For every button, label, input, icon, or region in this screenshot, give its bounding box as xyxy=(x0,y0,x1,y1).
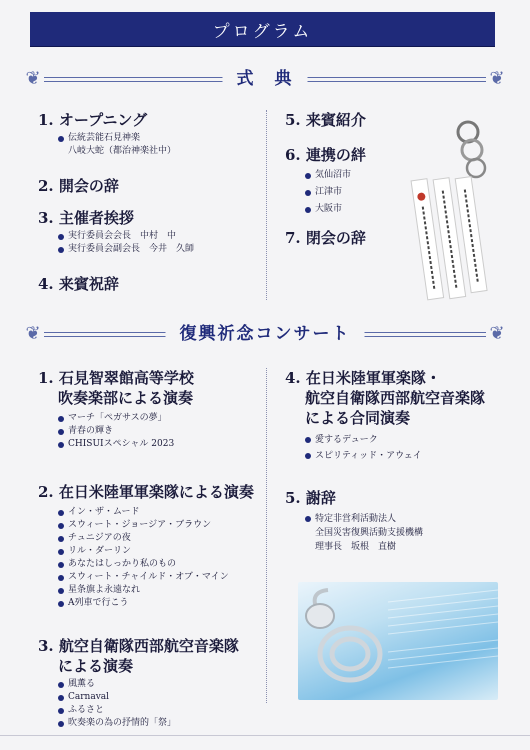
item-number: 4. xyxy=(38,275,54,293)
program-title: プログラム xyxy=(212,21,313,42)
sub-text: 全国災害復興活動支援機構 xyxy=(315,528,424,538)
flourish-left-icon: ❦ xyxy=(25,323,41,344)
concert-item-4 xyxy=(285,368,485,464)
bullet-icon xyxy=(58,562,64,568)
bullet-icon xyxy=(58,442,64,448)
item-number: 3. xyxy=(38,209,54,227)
bullet-icon xyxy=(58,575,64,581)
bullet-icon xyxy=(305,516,311,522)
sub-text: イン・ザ・ムード xyxy=(68,507,140,517)
sub-text: 星条旗よ永遠なれ xyxy=(68,585,141,595)
sub-text: 青春の輝き xyxy=(68,426,114,436)
bullet-icon xyxy=(58,721,64,727)
sub-text: 実行委員会会長 中村 中 xyxy=(68,231,177,241)
sub-text: 大阪市 xyxy=(315,204,343,214)
sub-text: 理事長 坂根 直樹 xyxy=(315,542,397,552)
flourish-right-icon: ❦ xyxy=(489,68,505,89)
ceremony-item-4 xyxy=(38,274,119,294)
sub-text: 八岐大蛇（都治神楽社中） xyxy=(68,146,177,156)
sub-text: 実行委員会副会長 今井 久師 xyxy=(68,244,195,254)
item-label-line3: による合同演奏 xyxy=(305,409,411,427)
sub-text: ふるさと xyxy=(68,705,105,715)
sub-text: マーチ「ペガサスの夢」 xyxy=(68,413,167,423)
item-label: 在日米陸軍軍楽隊・ xyxy=(305,369,441,387)
bullet-icon xyxy=(58,536,64,542)
french-horn-icon xyxy=(298,582,498,700)
bullet-icon xyxy=(58,510,64,516)
sub-text: チュニジアの夜 xyxy=(68,533,131,543)
ceremony-item-7 xyxy=(285,228,366,248)
sub-text: 吹奏楽の為の抒情的「祭」 xyxy=(68,718,177,728)
item-number: 1. xyxy=(38,111,54,129)
item-number: 3. xyxy=(38,637,54,655)
bullet-icon xyxy=(305,207,311,213)
sub-text: 特定非営利活動法人 xyxy=(315,514,397,524)
concert-item-3 xyxy=(38,636,239,730)
bullet-icon xyxy=(58,549,64,555)
sub-text: A列車で行こう xyxy=(68,598,129,608)
ceremony-title: 式 典 xyxy=(223,64,308,89)
item-number: 5. xyxy=(285,489,301,507)
flourish-left-icon: ❦ xyxy=(25,68,41,89)
ceremony-item-5 xyxy=(285,110,366,130)
item-label: 航空自衛隊西部航空音楽隊 xyxy=(58,637,239,655)
item-label: 閉会の辞 xyxy=(305,229,366,247)
bullet-icon xyxy=(58,601,64,607)
bullet-icon xyxy=(305,437,311,443)
sub-text: 愛するデューク xyxy=(315,435,378,445)
bullet-icon xyxy=(305,453,311,459)
concert-section-header xyxy=(20,317,510,351)
sub-text: スウィート・チャイルド・オブ・マイン xyxy=(68,572,229,582)
item-number: 1. xyxy=(38,369,54,387)
bullet-icon xyxy=(58,682,64,688)
sub-text: 江津市 xyxy=(315,187,343,197)
sub-text: 伝統芸能石見神楽 xyxy=(68,133,141,143)
sub-text: スウィート・ジョージア・ブラウン xyxy=(68,520,212,530)
sub-text: あなたはしっかり私のもの xyxy=(68,559,177,569)
item-number: 2. xyxy=(38,177,54,195)
sub-text: スピリティッド・アウェイ xyxy=(315,451,422,461)
bullet-icon xyxy=(58,247,64,253)
bullet-icon xyxy=(58,136,64,142)
sub-text: リル・ダーリン xyxy=(68,546,132,556)
item-number: 4. xyxy=(285,369,301,387)
bullet-icon xyxy=(305,173,311,179)
bullet-icon xyxy=(58,523,64,529)
item-label: 石見智翠館高等学校 xyxy=(58,369,194,387)
concert-item-5 xyxy=(285,488,423,554)
concert-item-1 xyxy=(38,368,194,451)
item-label-line2: による演奏 xyxy=(58,657,134,675)
bullet-icon xyxy=(58,234,64,240)
sub-text: CHISUIスペシャル 2023 xyxy=(68,439,175,449)
column-divider xyxy=(266,110,267,300)
item-label: 開会の辞 xyxy=(58,177,119,195)
item-label-line2: 航空自衛隊西部航空音楽隊 xyxy=(305,389,486,407)
bottom-rule xyxy=(0,735,530,736)
program-banner xyxy=(30,12,495,46)
item-label-line2: 吹奏楽部による演奏 xyxy=(58,389,194,407)
concert-item-2 xyxy=(38,482,254,610)
item-number: 6. xyxy=(285,146,301,164)
bullet-icon xyxy=(58,695,64,701)
item-label: オープニング xyxy=(58,111,148,129)
ceremony-item-2 xyxy=(38,176,119,196)
ceremony-item-3 xyxy=(38,208,194,256)
item-label: 主催者挨拶 xyxy=(58,209,134,227)
bullet-icon xyxy=(305,190,311,196)
column-divider xyxy=(266,368,267,703)
ceremony-section-header xyxy=(20,62,510,96)
ceremony-item-6 xyxy=(285,145,366,218)
sub-text: 風薫る xyxy=(68,679,96,689)
item-label: 在日米陸軍軍楽隊による演奏 xyxy=(58,483,254,501)
item-number: 2. xyxy=(38,483,54,501)
ceremony-item-1 xyxy=(38,110,176,158)
sub-text: Carnaval xyxy=(68,692,110,702)
concert-title: 復興祈念コンサート xyxy=(166,319,365,344)
flourish-right-icon: ❦ xyxy=(489,323,505,344)
bullet-icon xyxy=(58,708,64,714)
item-label: 来賓祝辞 xyxy=(58,275,119,293)
item-number: 7. xyxy=(285,229,301,247)
item-label: 来賓紹介 xyxy=(305,111,366,129)
french-horn-photo xyxy=(298,582,498,700)
item-number: 5. xyxy=(285,111,301,129)
item-label: 謝辞 xyxy=(305,489,336,507)
item-label: 連携の絆 xyxy=(305,146,366,164)
key-chain-tags-photo xyxy=(400,118,505,308)
bullet-icon xyxy=(58,588,64,594)
sub-text: 気仙沼市 xyxy=(315,170,352,180)
bullet-icon xyxy=(58,429,64,435)
bullet-icon xyxy=(58,416,64,422)
